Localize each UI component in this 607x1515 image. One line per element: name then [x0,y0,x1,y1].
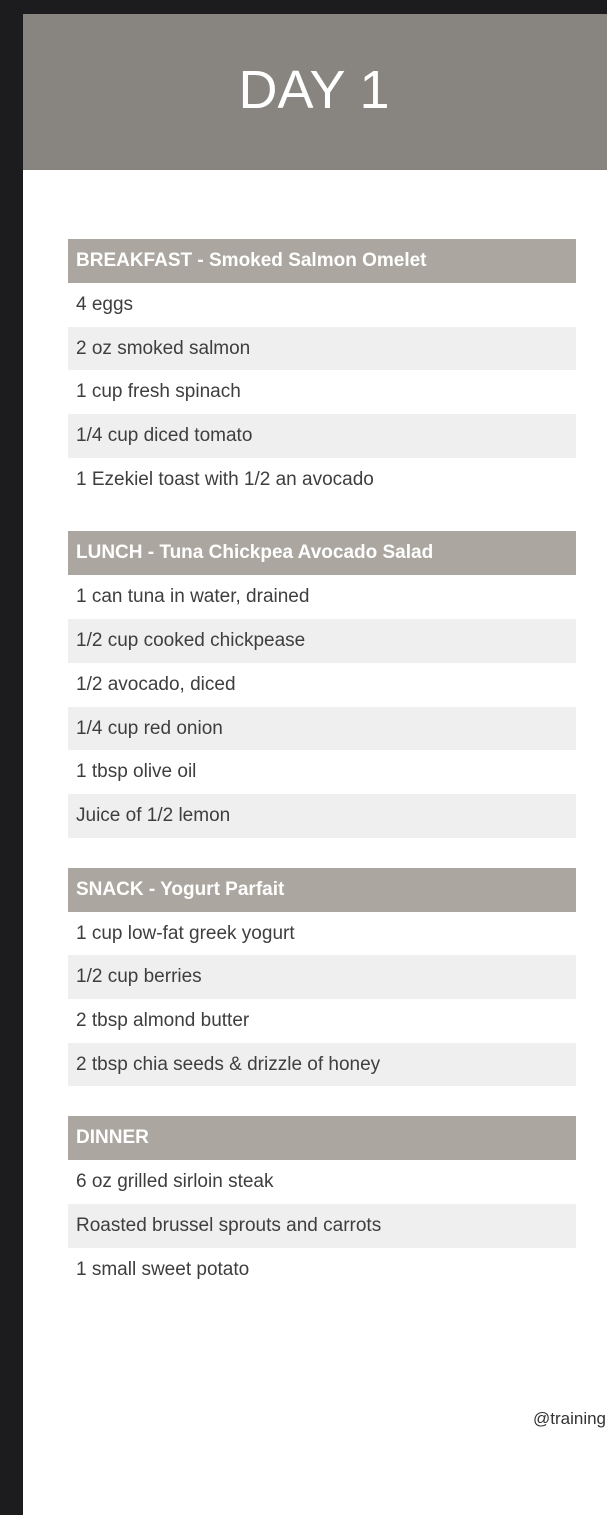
ingredient-row: 1/2 cup cooked chickpease [68,619,576,663]
ingredient-row: 2 oz smoked salmon [68,327,576,371]
ingredient-row: 1 small sweet potato [76,1258,250,1280]
meal-section-breakfast [68,239,576,501]
ingredient-row: 1/4 cup diced tomato [68,414,576,458]
ingredient-row: Roasted brussel sprouts and carrots [68,1204,576,1248]
ingredient-row: 1/4 cup red onion [68,707,576,751]
ingredient-row: 1/2 cup berries [68,955,576,999]
meal-list [68,239,576,1321]
page-title: DAY 1 [238,60,390,120]
meal-header-breakfast: BREAKFAST - Smoked Salmon Omelet [68,239,576,283]
ingredient-row: 2 tbsp chia seeds & drizzle of honey [68,1043,576,1087]
title-banner [23,14,607,170]
meal-section-dinner [68,1116,576,1291]
ingredient-row: 1 cup fresh spinach [76,381,241,403]
ingredient-row: 1/2 avocado, diced [76,673,236,695]
meal-plan-page [23,14,607,1515]
ingredient-row: 1 can tuna in water, drained [76,586,310,608]
ingredient-row: 6 oz grilled sirloin steak [76,1171,274,1193]
ingredient-row: 1 cup low-fat greek yogurt [76,922,295,944]
meal-header-dinner: DINNER [68,1116,576,1160]
meal-header-snack: SNACK - Yogurt Parfait [68,868,576,912]
ingredient-row: Juice of 1/2 lemon [68,794,576,838]
ingredient-row: 4 eggs [76,294,134,315]
meal-header-lunch: LUNCH - Tuna Chickpea Avocado Salad [68,531,576,575]
meal-section-snack [68,868,576,1087]
social-handle: @training [533,1409,607,1428]
ingredient-row: 1 tbsp olive oil [76,761,197,783]
meal-section-lunch [68,531,576,837]
ingredient-row: 1 Ezekiel toast with 1/2 an avocado [76,468,374,490]
ingredient-row: 2 tbsp almond butter [76,1009,250,1031]
